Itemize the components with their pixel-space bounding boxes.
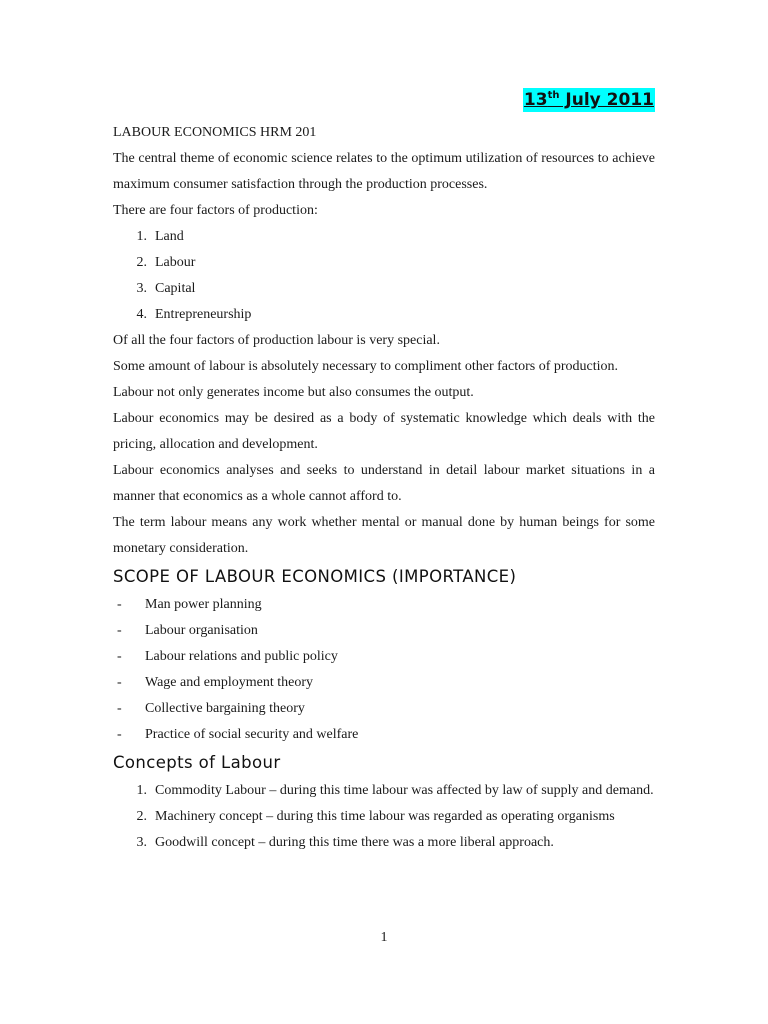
date-suffix: th — [547, 90, 560, 101]
list-item — [113, 276, 655, 302]
list-number: 3. — [136, 281, 147, 296]
date-month-year: July 2011 — [559, 90, 654, 110]
list-item — [113, 722, 655, 748]
dash-bullet: - — [117, 649, 122, 664]
paragraph: Labour not only generates income but also consumes the output. — [113, 385, 474, 400]
factors-intro: There are four factors of production: — [113, 203, 318, 218]
document-body — [113, 120, 655, 856]
intro-paragraph: The central theme of economic science relates to the optimum utilization of resources to achieve maximum consumer satisfaction through the production processes. — [113, 151, 655, 192]
page-number: 1 — [380, 930, 388, 945]
paragraph: Some amount of labour is absolutely necessary to compliment other factors of production. — [113, 359, 619, 374]
list-text: Wage and employment theory — [145, 675, 313, 690]
paragraph: Labour economics analyses and seeks to understand in detail labour market situations in a manner that economics as a whole cannot afford to. — [113, 463, 655, 504]
dash-bullet: - — [117, 727, 122, 742]
list-number: 3. — [136, 835, 147, 850]
list-number: 2. — [136, 255, 147, 270]
list-text: Practice of social security and welfare — [145, 727, 359, 742]
factors-list — [113, 224, 655, 328]
list-number: 1. — [136, 783, 147, 798]
list-text: Capital — [155, 281, 196, 296]
date-day: 13 — [523, 90, 548, 110]
list-number: 4. — [136, 307, 147, 322]
list-item — [113, 670, 655, 696]
list-item — [113, 618, 655, 644]
list-text: Collective bargaining theory — [145, 701, 305, 716]
list-text: Entrepreneurship — [155, 307, 252, 322]
list-item — [113, 696, 655, 722]
list-item — [113, 224, 655, 250]
dash-bullet: - — [117, 597, 122, 612]
list-item — [113, 778, 655, 804]
list-item — [113, 592, 655, 618]
list-text: Commodity Labour – during this time labour was affected by law of supply and demand. — [155, 783, 654, 798]
dash-bullet: - — [117, 701, 122, 716]
list-text: Labour organisation — [145, 623, 258, 638]
scope-list — [113, 592, 655, 748]
list-text: Labour — [155, 255, 196, 270]
list-item — [113, 302, 655, 328]
list-text: Machinery concept – during this time labour was regarded as operating organisms — [155, 809, 615, 824]
scope-heading: SCOPE OF LABOUR ECONOMICS (IMPORTANCE) — [113, 567, 517, 586]
list-item — [113, 830, 655, 856]
list-text: Land — [155, 229, 184, 244]
list-item — [113, 644, 655, 670]
list-text: Goodwill concept – during this time there was a more liberal approach. — [155, 835, 554, 850]
course-title: LABOUR ECONOMICS HRM 201 — [113, 125, 317, 140]
paragraph: Of all the four factors of production labour is very special. — [113, 333, 440, 348]
list-item — [113, 250, 655, 276]
paragraph: The term labour means any work whether mental or manual done by human beings for some monetary consideration. — [113, 515, 655, 556]
list-item — [113, 804, 655, 830]
dash-bullet: - — [117, 675, 122, 690]
list-text: Labour relations and public policy — [145, 649, 338, 664]
document-date — [523, 88, 655, 112]
list-number: 1. — [136, 229, 147, 244]
dash-bullet: - — [117, 623, 122, 638]
list-text: Man power planning — [145, 597, 262, 612]
list-number: 2. — [136, 809, 147, 824]
concepts-list — [113, 778, 655, 856]
concepts-heading: Concepts of Labour — [113, 753, 281, 772]
paragraph: Labour economics may be desired as a body of systematic knowledge which deals with the pricing, allocation and development. — [113, 411, 655, 452]
